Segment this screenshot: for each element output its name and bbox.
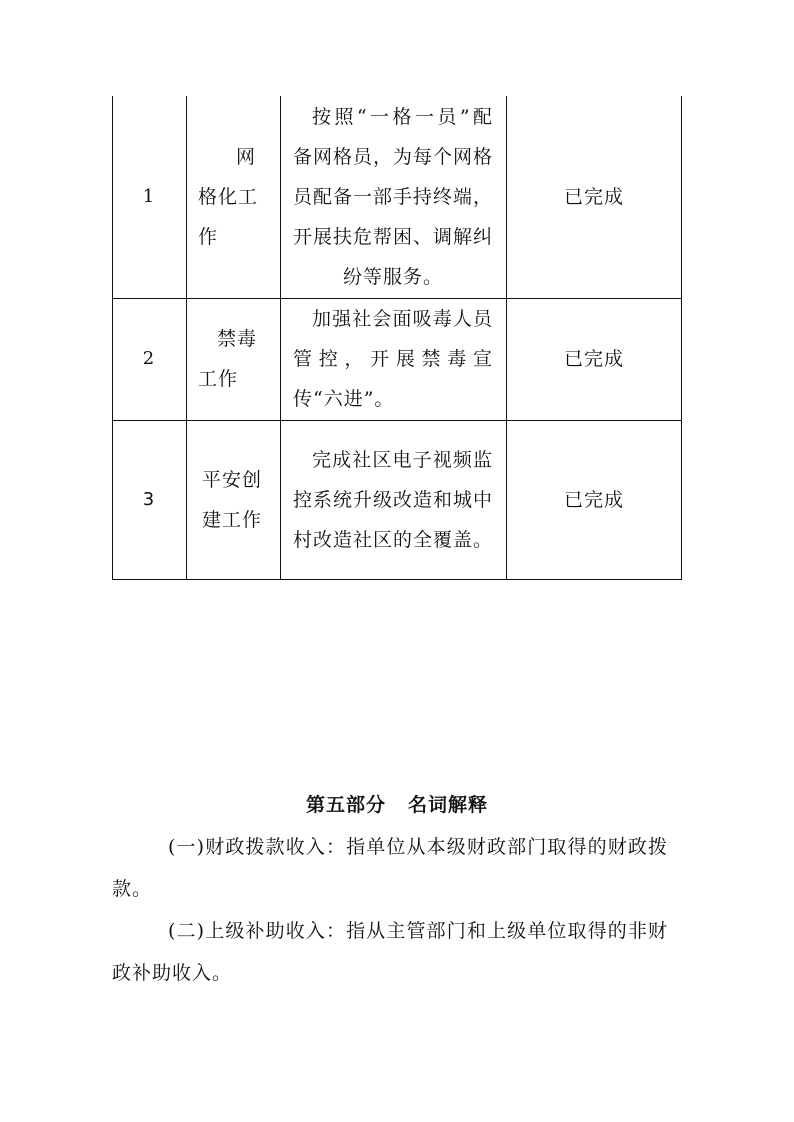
- task-table: [112, 96, 682, 580]
- table-row-1-name: [186, 96, 280, 298]
- section-title: [0, 790, 794, 820]
- table-row-1-num: [112, 96, 186, 298]
- row-2-num-text: 2: [142, 348, 156, 369]
- row-1-status-text: 已完成: [563, 186, 624, 208]
- table-row-3-name: [186, 420, 280, 580]
- row-2-status-text: 已完成: [563, 348, 624, 370]
- table-row-3-num: [112, 420, 186, 580]
- table-row-3-status: [506, 420, 682, 580]
- table-row-2-content: [280, 298, 506, 420]
- row-3-name-text: 平安创建工作: [202, 469, 263, 531]
- glossary-item-2: (二)上级补助收入：指从主管部门和上级单位取得的非财政补助收入。: [112, 920, 668, 984]
- section-title-name: 名词解释: [408, 794, 489, 816]
- row-3-num-text: 3: [142, 489, 156, 510]
- table-row-3-content: [280, 420, 506, 580]
- glossary-item-1: (一)财政拨款收入：指单位从本级财政部门取得的财政拨款。: [112, 836, 668, 900]
- row-3-content-text: 完成社区电子视频监控系统升级改造和城中村改造社区的全覆盖。: [293, 449, 494, 551]
- row-2-name-text: 禁毒工作: [198, 328, 258, 390]
- table-row-1-status: [506, 96, 682, 298]
- row-1-num-text: 1: [142, 186, 156, 207]
- section-title-part: 第五部分: [305, 794, 386, 816]
- table-row-2-status: [506, 298, 682, 420]
- table-row-2-num: [112, 298, 186, 420]
- table-row-2-name: [186, 298, 280, 420]
- row-2-content-text: 加强社会面吸毒人员管控，开展禁毒宣传“六进”。: [293, 308, 493, 410]
- table-row-1-content: [280, 96, 506, 298]
- row-1-name-text: 网格化工作: [198, 146, 259, 248]
- row-3-status-text: 已完成: [563, 489, 624, 511]
- row-1-content-text: 按照“一格一员”配备网格员，为每个网格员配备一部手持终端，开展扶危帮困、调解纠纷等服务。: [293, 106, 494, 288]
